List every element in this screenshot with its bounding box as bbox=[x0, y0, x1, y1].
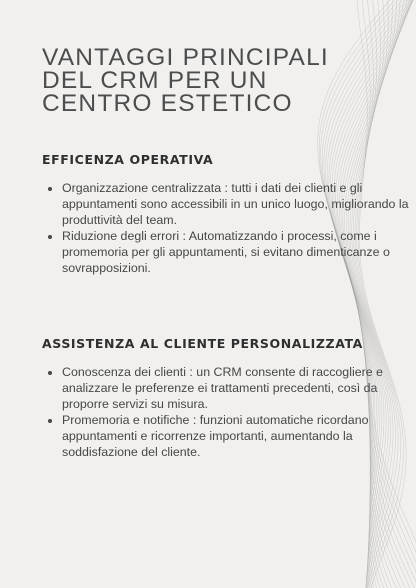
section-heading-assistenza: ASSISTENZA AL CLIENTE PERSONALIZZATA bbox=[42, 336, 363, 351]
bullet-list-assistenza bbox=[42, 364, 412, 460]
list-item: • Promemoria e notifiche : funzioni automatiche ricordano appuntamenti e ricorrenze importanti, aumentando la soddisfazione del cliente. bbox=[62, 412, 412, 460]
section-heading-efficienza: EFFICENZA OPERATIVA bbox=[42, 152, 214, 167]
list-item: • Organizzazione centralizzata : tutti i dati dei clienti e gli appuntamenti sono accessibili in un unico luogo, migliorando la produttività del team. bbox=[62, 180, 412, 228]
page-title: VANTAGGI PRINCIPALI DEL CRM PER UN CENTRO ESTETICO bbox=[42, 44, 329, 118]
list-item: • Conoscenza dei clienti : un CRM consente di raccogliere e analizzare le preferenze ei trattamenti precedenti, così da proporre servizi su misura. bbox=[62, 364, 412, 412]
bullet-list-efficienza bbox=[42, 180, 412, 276]
list-item: • Riduzione degli errori : Automatizzando i processi, come i promemoria per gli appuntamenti, si evitano dimenticanze o sovrapposizioni. bbox=[62, 228, 412, 276]
